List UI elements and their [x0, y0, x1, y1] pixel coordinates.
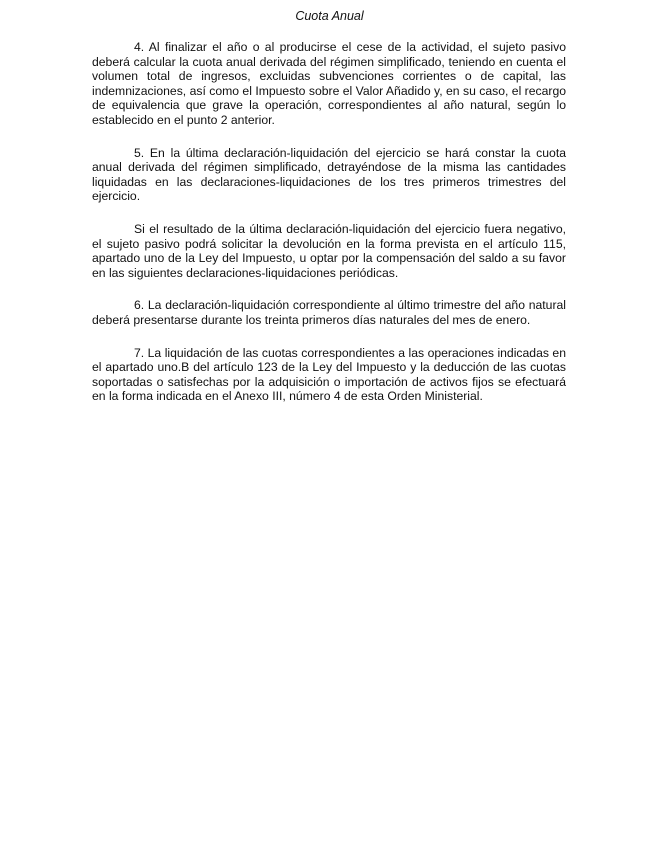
paragraph-section-5: 5. En la última declaración-liquidación del ejercicio se hará constar la cuota anual derivada del régimen simplificado, detrayéndose de la misma las cantidades liquidadas en las declaraciones-liquidaciones de los tres primeros trimestres del ejercicio. [92, 145, 566, 204]
document-body [92, 40, 566, 422]
paragraph-section-6: 6. La declaración-liquidación correspondiente al último trimestre del año natural deberá presentarse durante los treinta primeros días naturales del mes de enero. [92, 298, 566, 327]
paragraph-section-4: 4. Al finalizar el año o al producirse el cese de la actividad, el sujeto pasivo deberá calcular la cuota anual derivada del régimen simplificado, teniendo en cuenta el volumen total de ingresos, excluidas subvenciones corrientes o de capital, las indemnizaciones, así como el Impuesto sobre el Valor Añadido y, en su caso, el recargo de equivalencia que grave la operación, correspondientes al año natural, según lo establecido en el punto 2 anterior. [92, 40, 566, 127]
page-header-title: Cuota Anual [295, 9, 364, 23]
paragraph-section-7: 7. La liquidación de las cuotas correspondientes a las operaciones indicadas en el apartado uno.B del artículo 123 de la Ley del Impuesto y la deducción de las cuotas soportadas o satisfechas por la adquisición o importación de activos fijos se efectuará en la forma indicada en el Anexo III, número 4 de esta Orden Ministerial. [92, 345, 566, 404]
paragraph-negative-result: Si el resultado de la última declaración-liquidación del ejercicio fuera negativo, el sujeto pasivo podrá solicitar la devolución en la forma prevista en el artículo 115, apartado uno de la Ley del Impuesto, u optar por la compensación del saldo a su favor en las siguientes declaraciones-liquidaciones periódicas. [92, 221, 566, 280]
